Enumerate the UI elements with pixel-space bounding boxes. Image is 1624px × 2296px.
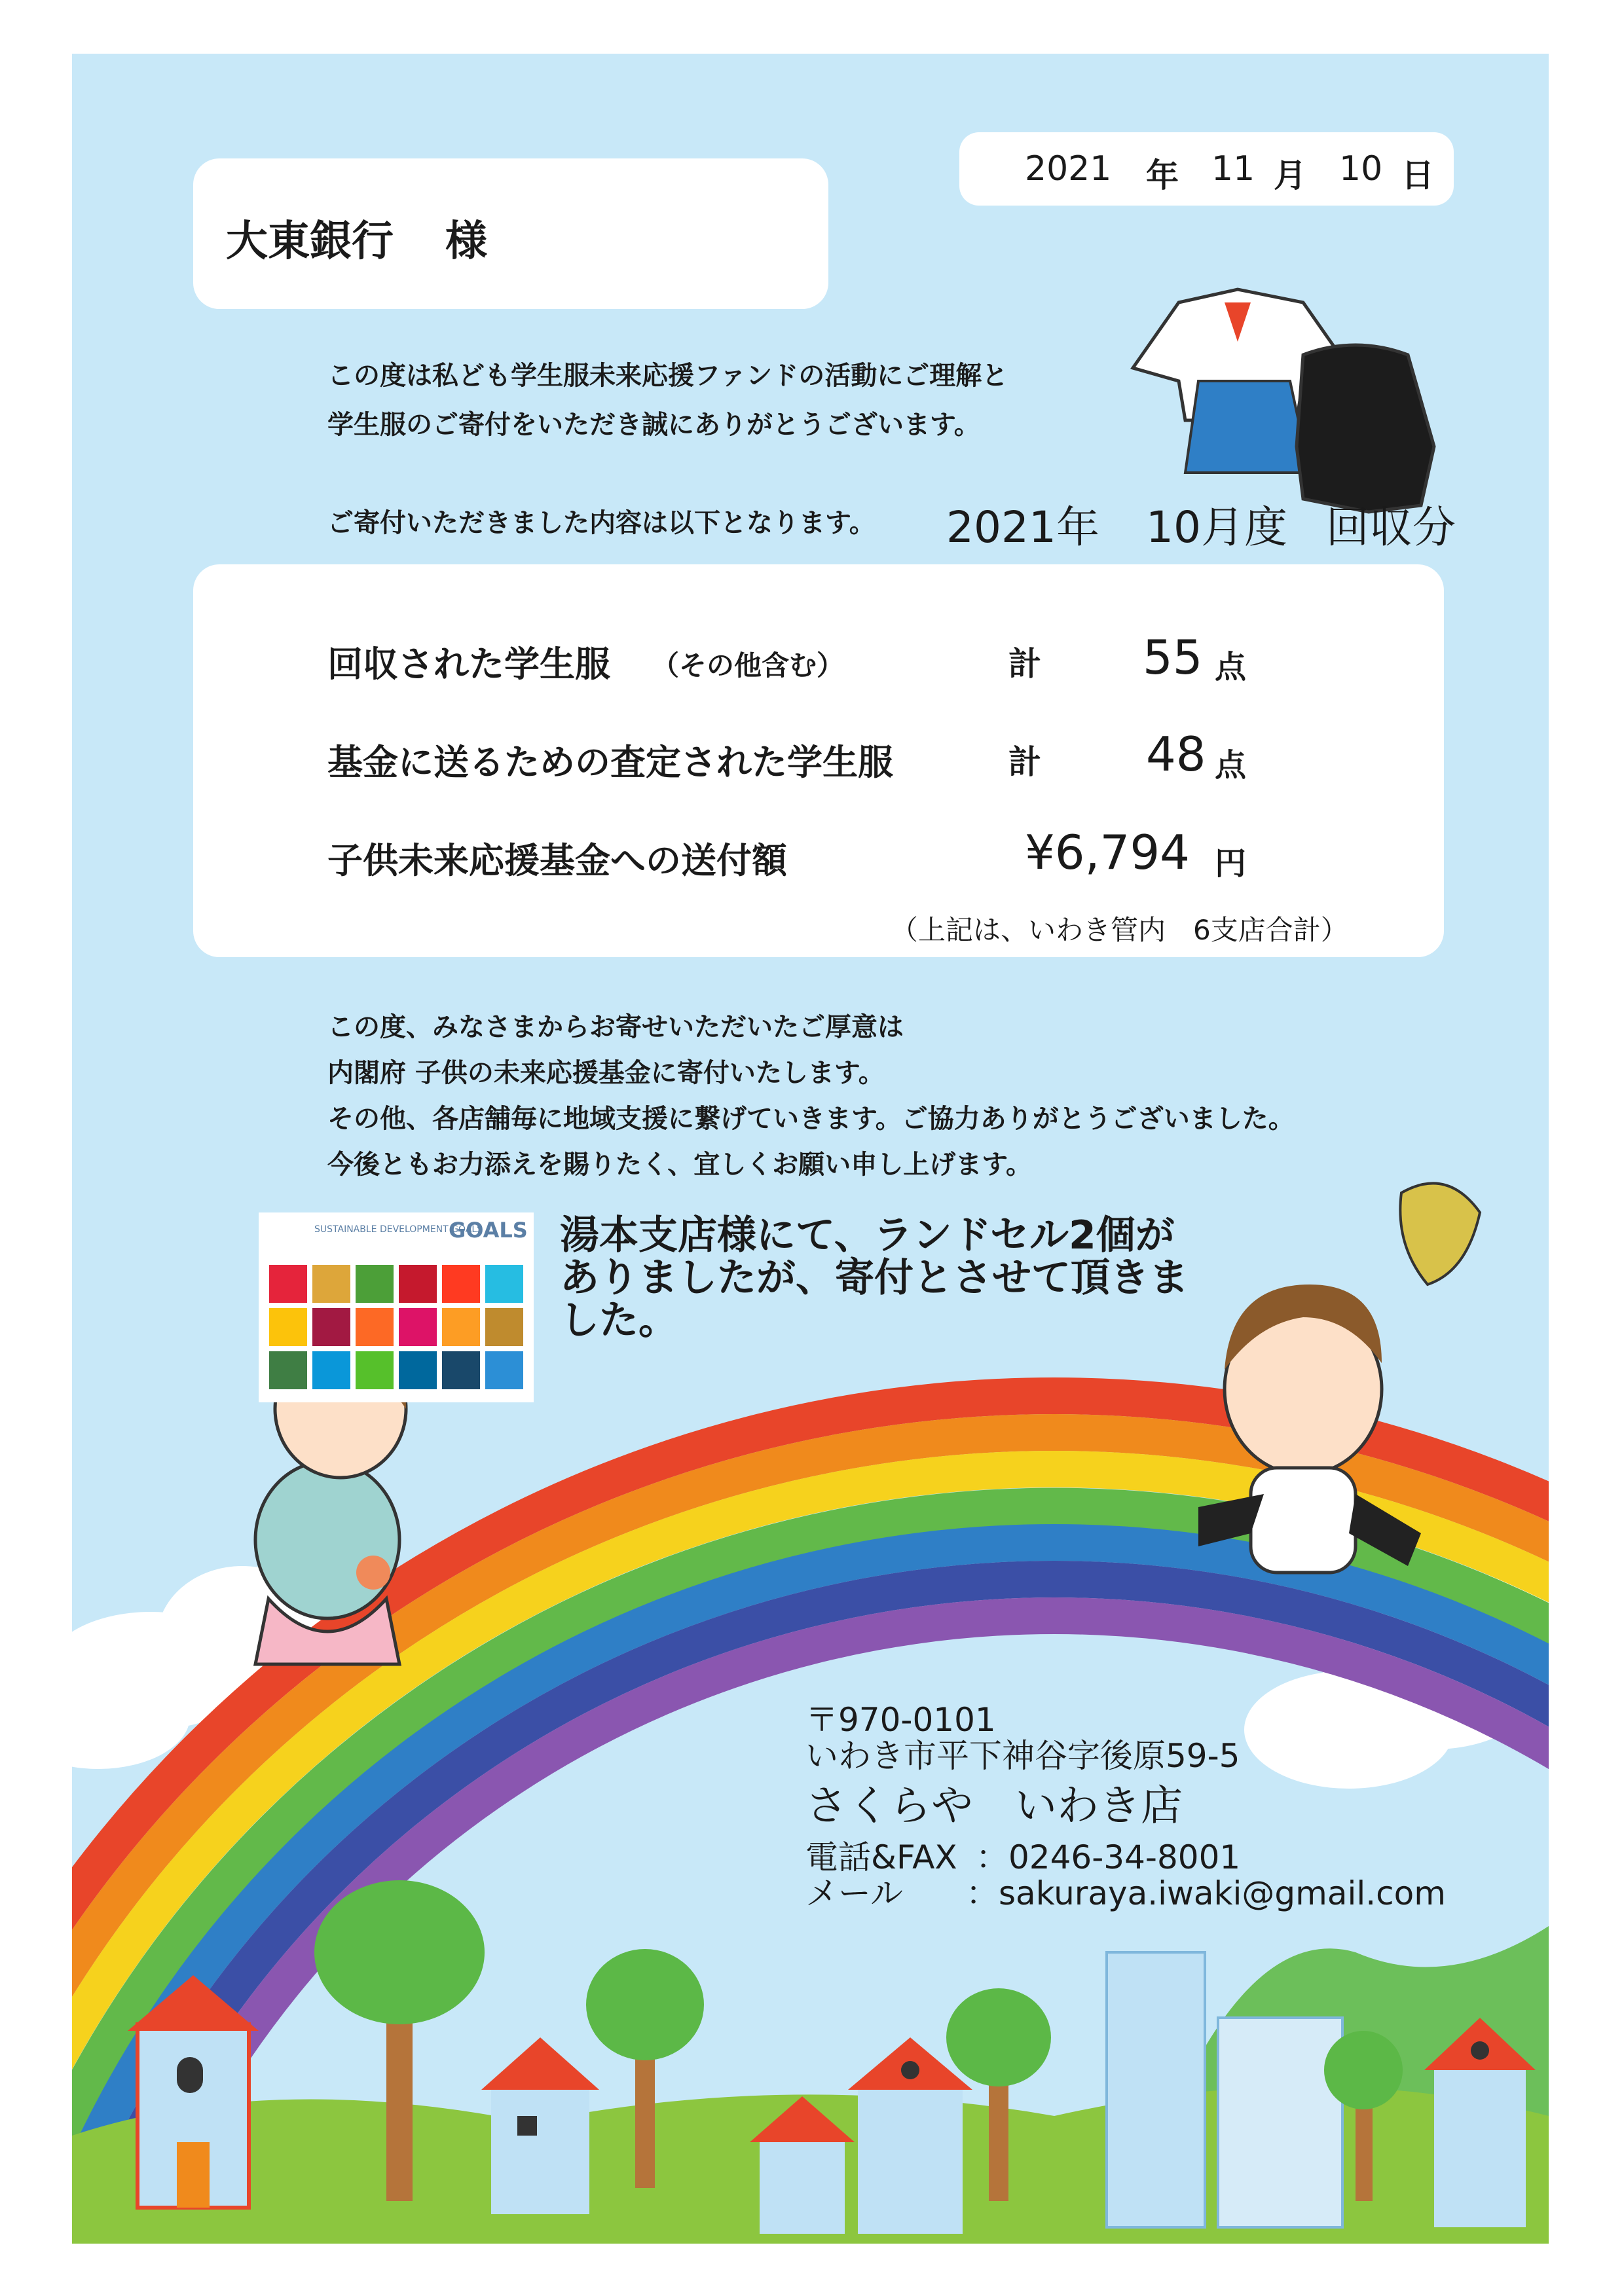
poster-background — [72, 54, 1549, 2244]
contact-shop: さくらや いわき店 — [805, 1782, 1183, 1831]
date-card — [959, 132, 1454, 206]
contact-mail-label: メール — [805, 1874, 903, 1912]
sdg-tile — [399, 1308, 437, 1346]
note-line-2: ありましたが、寄付とさせて頂きま — [560, 1255, 1189, 1301]
date-year-unit: 年 — [1146, 156, 1179, 194]
contact-phone: ：0246-34-8001 — [976, 1838, 1241, 1876]
collected-value: 55 — [1143, 630, 1203, 685]
sdg-tile — [442, 1351, 480, 1389]
sdg-tile — [399, 1351, 437, 1389]
sdg-tile — [356, 1308, 394, 1346]
uniform-illustration — [1133, 289, 1434, 512]
intro-line-1: この度は私ども学生服未来応援ファンドの活動にご理解と — [327, 361, 1008, 391]
note-line-1: 湯本支店様にて、ランドセル2個が — [560, 1212, 1175, 1258]
assessed-value: 48 — [1146, 727, 1206, 782]
period-month: 10月度 — [1146, 502, 1287, 553]
intro-line-3: ご寄付いただきました内容は以下となります。 — [327, 508, 876, 538]
sdg-tile — [269, 1265, 307, 1303]
sdg-tile — [442, 1308, 480, 1346]
recipient-honorific: 様 — [445, 217, 487, 266]
summary-card — [193, 564, 1444, 957]
contact-address: いわき市平下神谷字後原59-5 — [805, 1737, 1240, 1775]
sent-unit: 円 — [1215, 845, 1247, 882]
sent-value: ¥6,794 — [1025, 825, 1190, 880]
sdg-tile — [442, 1265, 480, 1303]
message-line-4: 今後ともお力添えを賜りたく、宜しくお願い申し上げます。 — [327, 1150, 1032, 1180]
assessed-total-label: 計 — [1008, 743, 1041, 781]
message-line-1: この度、みなさまからお寄せいただいたご厚意は — [327, 1012, 904, 1042]
sdg-tile — [485, 1351, 523, 1389]
collected-label: 回収された学生服 — [327, 644, 610, 685]
sdg-tile — [312, 1265, 350, 1303]
sdgs-header: SUSTAINABLE DEVELOPMENT GOALS — [314, 1224, 483, 1235]
period-suffix: 回収分 — [1326, 502, 1456, 553]
intro-line-2: 学生服のご寄付をいただき誠にありがとうございます。 — [327, 410, 980, 440]
sdg-tile — [269, 1308, 307, 1346]
sdg-tile — [356, 1351, 394, 1389]
note-line-3: した。 — [560, 1298, 678, 1343]
sdgs-goal-grid-icon — [269, 1265, 525, 1396]
sdgs-goals-word: GOALS — [449, 1218, 528, 1243]
period-year: 2021年 — [946, 502, 1099, 553]
date-month-unit: 月 — [1274, 156, 1306, 194]
message-line-3: その他、各店舗毎に地域支援に繋げていきます。ご協力ありがとうございました。 — [327, 1104, 1295, 1134]
assessed-label: 基金に送るための査定された学生服 — [327, 742, 893, 783]
recipient-name: 大東銀行 — [226, 217, 394, 266]
sdg-tile — [312, 1351, 350, 1389]
collected-total-label: 計 — [1008, 645, 1041, 683]
sdg-tile — [312, 1308, 350, 1346]
collected-unit: 点 — [1215, 649, 1247, 685]
message-line-2: 内閣府 子供の未来応援基金に寄付いたします。 — [327, 1058, 885, 1088]
sdg-tile — [485, 1265, 523, 1303]
date-day-unit: 日 — [1401, 156, 1434, 194]
sdg-tile — [356, 1265, 394, 1303]
contact-phone-label: 電話&FAX — [805, 1838, 957, 1876]
date-year: 2021 — [1025, 149, 1112, 189]
sdg-tile — [269, 1351, 307, 1389]
collected-note: （その他含む） — [652, 649, 845, 682]
contact-postal: 〒970-0101 — [805, 1701, 996, 1739]
recipient-card — [193, 158, 828, 309]
date-month: 11 — [1211, 149, 1255, 189]
contact-mail[interactable]: ：sakuraya.iwaki@gmail.com — [966, 1874, 1446, 1912]
sdgs-logo — [259, 1212, 534, 1402]
sent-label: 子供未来応援基金への送付額 — [327, 840, 787, 881]
date-day: 10 — [1339, 149, 1383, 189]
sdg-tile — [399, 1265, 437, 1303]
summary-footnote: （上記は、いわき管内 6支店合計） — [891, 914, 1348, 946]
assessed-unit: 点 — [1215, 747, 1247, 784]
sdg-tile — [485, 1308, 523, 1346]
